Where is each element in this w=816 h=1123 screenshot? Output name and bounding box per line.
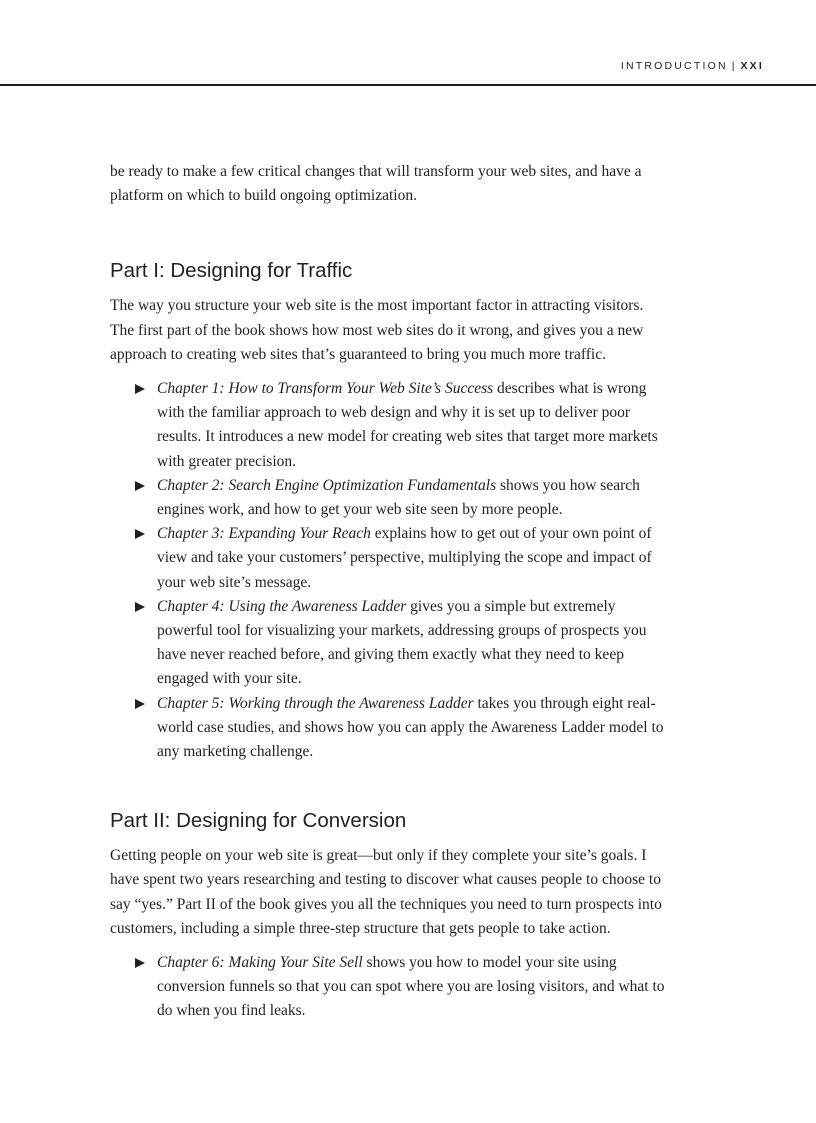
chapter-description: describes what is wrong with the familiar approach to web design and why it is set up to deliver poor results. It introduces a new model for creating web sites that target more markets with greater precision. <box>157 380 658 470</box>
part1-paragraph: The way you structure your web site is the most important factor in attracting visitors. The first part of the book shows how most web sites do it wrong, and gives you a new approach to creating web sites that’s guaranteed to bring you much more traffic. <box>110 297 644 363</box>
chapter-description: explains how to get out of your own point of view and take your customers’ perspective, multiplying the scope and impact of your web site’s message. <box>157 525 652 591</box>
running-head-separator: | <box>731 60 735 72</box>
part1-chapter-list <box>110 377 670 764</box>
triangle-bullet-icon <box>135 958 145 968</box>
chapter-title: Chapter 3: Expanding Your Reach <box>157 525 371 543</box>
chapter-title: Chapter 6: Making Your Site Sell <box>157 954 363 972</box>
chapter-list-item <box>110 474 670 522</box>
chapter-description: gives you a simple but extremely powerful tool for visualizing your markets, addressing groups of prospects you have never reached before, and giving them exactly what they need to keep engaged with your site. <box>157 597 647 688</box>
running-head-section: INTRODUCTION <box>620 60 728 72</box>
chapter-title: Chapter 4: Using the Awareness Ladder <box>157 597 407 615</box>
triangle-bullet-icon <box>135 384 145 394</box>
triangle-bullet-icon <box>135 602 145 612</box>
chapter-title: Chapter 1: How to Transform Your Web Site’s Success <box>157 380 494 398</box>
part2-heading: Part II: Designing for Conversion <box>110 809 407 833</box>
chapter-title: Chapter 5: Working through the Awareness Ladder <box>157 694 474 712</box>
chapter-list-item <box>110 522 670 595</box>
page-number: XXI <box>740 60 764 72</box>
triangle-bullet-icon <box>135 699 145 709</box>
page-body <box>110 160 670 1024</box>
chapter-list-item <box>110 595 670 692</box>
chapter-list-item <box>110 692 670 765</box>
chapter-list-item <box>110 377 670 474</box>
chapter-title: Chapter 2: Search Engine Optimization Fundamentals <box>157 476 497 494</box>
triangle-bullet-icon <box>135 529 145 539</box>
chapter-list-item <box>110 951 670 1024</box>
part1-heading: Part I: Designing for Traffic <box>110 259 353 283</box>
intro-paragraph: be ready to make a few critical changes that will transform your web sites, and have a platform on which to build ongoing optimization. <box>110 163 642 205</box>
chapter-description: shows you how search engines work, and how to get your web site seen by more people. <box>157 476 640 519</box>
chapter-description: takes you through eight real-world case studies, and shows how you can apply the Awareness Ladder model to any marketing challenge. <box>157 694 664 761</box>
part2-paragraph: Getting people on your web site is great—but only if they complete your site’s goals. I have spent two years researching and testing to discover what causes people to choose to say “yes.” Part II of the book gives you all the techniques you need to turn prospects into customers, including a simple three-step structure that gets people to take action. <box>110 847 662 937</box>
running-head <box>621 60 764 72</box>
part2-chapter-list <box>110 951 670 1024</box>
triangle-bullet-icon <box>135 481 145 491</box>
chapter-description: shows you how to model your site using conversion funnels so that you can spot where you are losing visitors, and what to do when you find leaks. <box>157 954 665 1020</box>
header-rule <box>0 84 816 86</box>
